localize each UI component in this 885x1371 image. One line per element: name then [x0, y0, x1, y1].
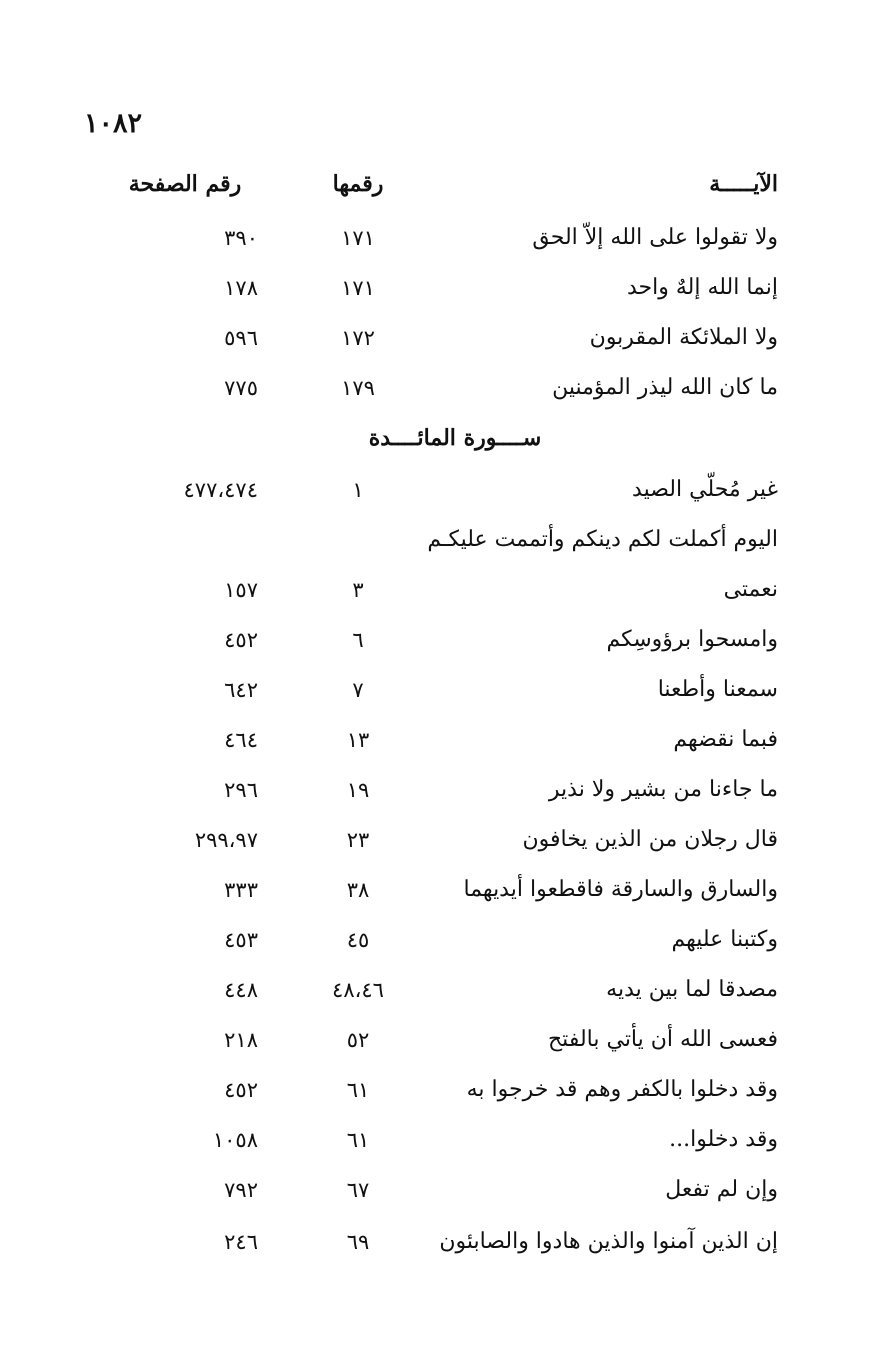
- verse-text: غير مُحلّي الصيد: [632, 477, 778, 502]
- verse-number: ١٩: [346, 778, 370, 802]
- verse-text: فعسى الله أن يأتي بالفتح: [547, 1027, 778, 1052]
- page-reference: ١٥٧: [224, 578, 258, 602]
- verse-text: ما جاءنا من بشير ولا نذير: [548, 777, 778, 802]
- table-row: [0, 520, 885, 560]
- verse-number: ٦٧: [346, 1178, 370, 1202]
- page-reference: ٦٤٢: [224, 678, 258, 702]
- table-row: [0, 820, 885, 860]
- verse-number: ١٣: [346, 728, 370, 752]
- verse-number: ٤٨،٤٦: [332, 978, 384, 1002]
- verse-number: ١٧٩: [341, 376, 375, 400]
- page-reference: ٢٩٦: [224, 778, 258, 802]
- verse-number: ٣٨: [346, 878, 370, 902]
- page-reference: ٣٩٠: [224, 226, 258, 250]
- table-row: [0, 1020, 885, 1060]
- header-verse: الآيـــــة: [709, 171, 778, 197]
- verse-number: ١٧٢: [341, 326, 375, 350]
- page-reference: ٤٦٤: [224, 728, 258, 752]
- verse-text: وكتبنا عليهم: [671, 927, 778, 952]
- verse-text: ولا تقولوا على الله إلاّ الحق: [532, 225, 778, 250]
- table-row: [0, 368, 885, 408]
- page-reference: ٧٧٥: [224, 376, 258, 400]
- verse-number: ١٧١: [341, 276, 375, 300]
- table-header: [0, 164, 885, 204]
- table-row: [0, 470, 885, 510]
- verse-text: نعمتى: [723, 577, 778, 602]
- table-row: [0, 620, 885, 660]
- verse-text: وامسحوا برؤوسِكم: [606, 627, 778, 652]
- verse-text: مصدقا لما بين يديه: [606, 977, 778, 1002]
- verse-text: اليوم أكملت لكم دينكم وأتممت عليكـم: [427, 527, 778, 552]
- verse-number: ١: [352, 478, 364, 502]
- header-page: رقم الصفحة: [128, 171, 242, 197]
- surah-title: ســــورة المائــــدة: [368, 425, 542, 451]
- verse-text: فبما نقضهم: [673, 727, 778, 752]
- table-row: [0, 218, 885, 258]
- page-reference: ٤٥٢: [224, 628, 258, 652]
- verse-text: سمعنا وأطعنا: [657, 677, 778, 702]
- table-row: [0, 1170, 885, 1210]
- page-reference: ٢١٨: [224, 1028, 258, 1052]
- page-reference: ٢٩٩،٩٧: [194, 828, 258, 852]
- surah-heading: [0, 418, 885, 458]
- verse-text: إن الذين آمنوا والذين هادوا والصابئون: [439, 1229, 778, 1254]
- page-reference: ٤٤٨: [224, 978, 258, 1002]
- verse-number: ٦١: [346, 1078, 370, 1102]
- page-reference: ٧٩٢: [224, 1178, 258, 1202]
- verse-number: ٥٢: [346, 1028, 370, 1052]
- header-verse-number: رقمها: [332, 171, 384, 197]
- table-row: [0, 720, 885, 760]
- table-row: [0, 920, 885, 960]
- page-reference: ٤٥٣: [224, 928, 258, 952]
- verse-number: ٤٥: [346, 928, 370, 952]
- verse-text: وقد دخلوا...: [669, 1127, 778, 1152]
- verse-number: ٣: [352, 578, 364, 602]
- verse-number: ٢٣: [346, 828, 370, 852]
- table-row: [0, 1070, 885, 1110]
- page-reference: ٥٩٦: [224, 326, 258, 350]
- verse-text: وقد دخلوا بالكفر وهم قد خرجوا به: [466, 1077, 778, 1102]
- verse-number: ١٧١: [341, 226, 375, 250]
- table-row: [0, 970, 885, 1010]
- page-reference: ٢٤٦: [224, 1230, 258, 1254]
- page-number: ١٠٨٢: [84, 108, 143, 139]
- table-row: [0, 318, 885, 358]
- verse-text: ولا الملائكة المقربون: [589, 325, 778, 350]
- table-row: [0, 268, 885, 308]
- table-row: [0, 1120, 885, 1160]
- verse-text: قال رجلان من الذين يخافون: [522, 827, 778, 852]
- page-reference: ١٧٨: [224, 276, 258, 300]
- verse-text: ما كان الله ليذر المؤمنين: [552, 375, 778, 400]
- verse-number: ٦١: [346, 1128, 370, 1152]
- verse-number: ٦: [352, 628, 364, 652]
- page-reference: ٣٣٣: [224, 878, 258, 902]
- verse-text: والسارق والسارقة فاقطعوا أيديهما: [463, 877, 778, 902]
- table-row: [0, 1222, 885, 1262]
- table-row: [0, 770, 885, 810]
- page-reference: ٤٧٧،٤٧٤: [183, 478, 258, 502]
- verse-text: إنما الله إلهٌ واحد: [626, 275, 778, 300]
- page-reference: ١٠٥٨: [212, 1128, 258, 1152]
- page-reference: ٤٥٢: [224, 1078, 258, 1102]
- verse-text: وإن لم تفعل: [665, 1177, 778, 1202]
- table-row: [0, 870, 885, 910]
- table-row: [0, 670, 885, 710]
- verse-number: ٦٩: [346, 1230, 370, 1254]
- table-row: [0, 570, 885, 610]
- verse-number: ٧: [352, 678, 364, 702]
